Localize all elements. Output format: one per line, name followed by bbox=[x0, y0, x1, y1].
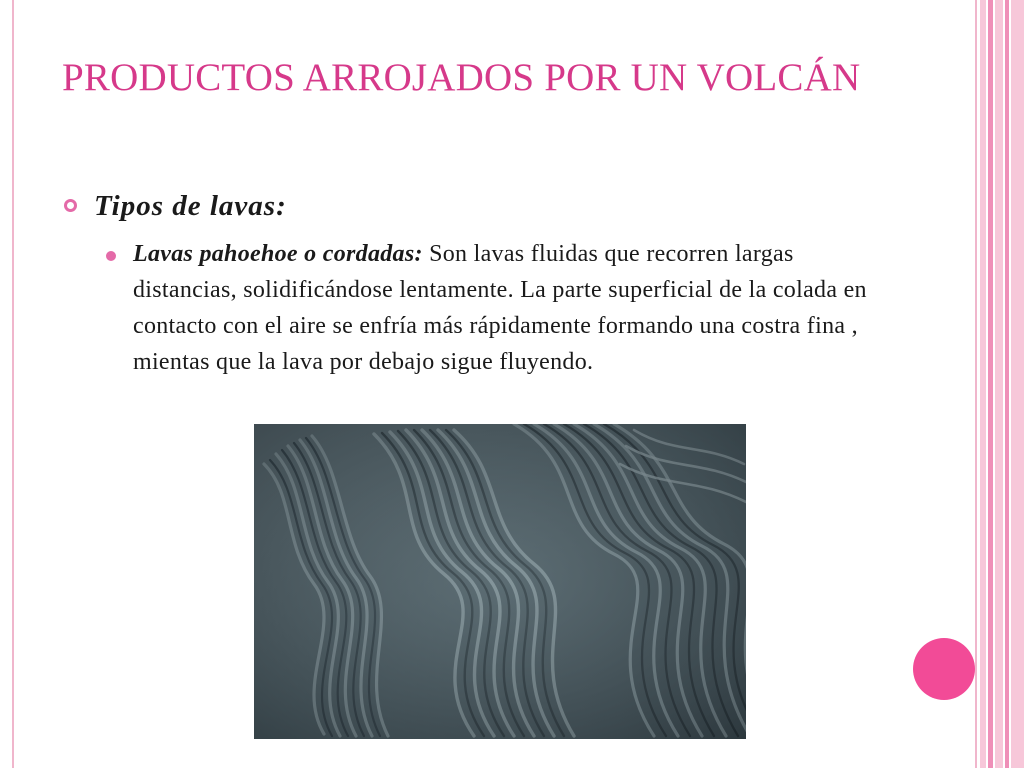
bullet-level2-lead: Lavas pahoehoe o cordadas: bbox=[133, 241, 423, 267]
slide-title: PRODUCTOS ARROJADOS POR UN VOLCÁN bbox=[62, 56, 861, 99]
right-stripe bbox=[1005, 0, 1009, 768]
bullet-level1-text: Tipos de lavas: bbox=[94, 190, 287, 222]
right-stripe bbox=[1011, 0, 1024, 768]
bullet-dot-icon bbox=[106, 251, 116, 261]
bullet-level2-paragraph bbox=[133, 236, 893, 380]
right-stripe bbox=[980, 0, 986, 768]
right-stripe bbox=[995, 0, 1003, 768]
pahoehoe-lava-photo bbox=[254, 424, 746, 739]
right-stripe bbox=[988, 0, 993, 768]
bullet-level2-text: Son lavas fluidas que recorren largas distancias, solidificándose lentamente. La parte superficial de la colada en contacto con el aire se enfría más rápidamente formando una costra fina , mientas que la lava por debajo sigue fluyendo. bbox=[133, 241, 867, 375]
bullet-ring-icon bbox=[64, 199, 77, 212]
decorative-pink-circle bbox=[913, 638, 975, 700]
